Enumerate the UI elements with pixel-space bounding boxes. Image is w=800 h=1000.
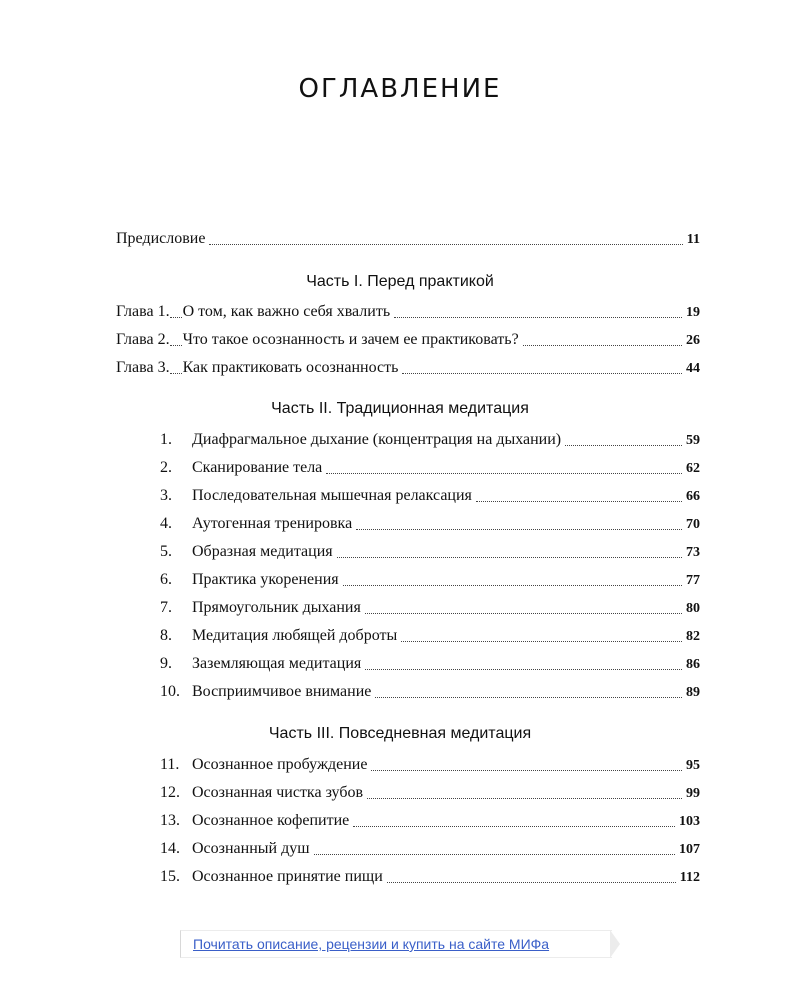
- toc-entry-item-13[interactable]: [0, 809, 700, 833]
- toc-page-number: 11: [686, 232, 700, 247]
- dot-leader: [170, 317, 182, 318]
- dot-leader: [375, 697, 682, 698]
- part-heading-2: Часть II. Традиционная медитация: [271, 400, 529, 417]
- toc-page-number: 26: [686, 333, 700, 348]
- chapter-number: Глава 3.: [116, 359, 170, 376]
- part-heading-1: Часть I. Перед практикой: [306, 273, 494, 290]
- dot-leader: [326, 473, 682, 474]
- dot-leader: [565, 445, 682, 446]
- toc-entry-label: Как практиковать осознанность: [182, 359, 399, 376]
- dot-leader: [394, 317, 682, 318]
- toc-entry-item-10[interactable]: [0, 680, 700, 704]
- toc-entry-item-6[interactable]: [0, 568, 700, 592]
- toc-page-number: 89: [686, 685, 700, 700]
- toc-entry-label: Прямоугольник дыхания: [192, 599, 361, 616]
- item-number: 10.: [160, 683, 180, 700]
- dot-leader: [170, 373, 182, 374]
- toc-page-number: 77: [686, 573, 700, 588]
- toc-entry-item-1[interactable]: [0, 428, 700, 452]
- toc-entry-chapter-2[interactable]: [0, 328, 700, 352]
- toc-entry-item-2[interactable]: [0, 456, 700, 480]
- toc-entry-label: Практика укоренения: [192, 571, 339, 588]
- page-title: ОГЛАВЛЕНИЕ: [298, 74, 502, 104]
- dot-leader: [367, 798, 682, 799]
- item-number: 4.: [160, 515, 172, 532]
- dot-leader: [170, 345, 182, 346]
- dot-leader: [314, 854, 675, 855]
- dot-leader: [387, 882, 676, 883]
- toc-entry-item-4[interactable]: [0, 512, 700, 536]
- item-number: 3.: [160, 487, 172, 504]
- toc-entry-label: Предисловие: [116, 230, 206, 247]
- item-number: 14.: [160, 840, 180, 857]
- item-number: 12.: [160, 784, 180, 801]
- toc-page-number: 86: [686, 657, 700, 672]
- toc-entry-item-3[interactable]: [0, 484, 700, 508]
- chapter-number: Глава 1.: [116, 303, 170, 320]
- toc-entry-label: О том, как важно себя хвалить: [182, 303, 391, 320]
- item-number: 13.: [160, 812, 180, 829]
- toc-entry-item-8[interactable]: [0, 624, 700, 648]
- dot-leader: [353, 826, 675, 827]
- item-number: 7.: [160, 599, 172, 616]
- footer-link-box: [180, 930, 612, 958]
- toc-entry-label: Сканирование тела: [192, 459, 323, 476]
- toc-entry-label: Медитация любящей доброты: [192, 627, 398, 644]
- toc-page-number: 103: [679, 814, 700, 829]
- dot-leader: [356, 529, 682, 530]
- dot-leader: [343, 585, 682, 586]
- toc-entry-chapter-3[interactable]: [0, 356, 700, 380]
- toc-page-number: 107: [679, 842, 700, 857]
- part-heading-3: Часть III. Повседневная медитация: [268, 725, 532, 742]
- dot-leader: [523, 345, 682, 346]
- toc-page-number: 70: [686, 517, 700, 532]
- toc-page-number: 95: [686, 758, 700, 773]
- toc-entry-item-15[interactable]: [0, 865, 700, 889]
- toc-entry-label: Заземляющая медитация: [192, 655, 362, 672]
- toc-page-number: 66: [686, 489, 700, 504]
- toc-entry-label: Осознанная чистка зубов: [192, 784, 364, 801]
- link-arrow-icon: [610, 930, 620, 958]
- dot-leader: [402, 373, 682, 374]
- item-number: 15.: [160, 868, 180, 885]
- chapter-number: Глава 2.: [116, 331, 170, 348]
- item-number: 1.: [160, 431, 172, 448]
- toc-entry-label: Диафрагмальное дыхание (концентрация на дыхании): [192, 431, 562, 448]
- mif-store-link[interactable]: Почитать описание, рецензии и купить на сайте МИФа: [193, 936, 550, 952]
- toc-entry-item-12[interactable]: [0, 781, 700, 805]
- dot-leader: [209, 244, 682, 245]
- item-number: 11.: [160, 756, 180, 773]
- toc-entry-label: Образная медитация: [192, 543, 333, 560]
- toc-entry-label: Осознанное принятие пищи: [192, 868, 383, 885]
- toc-entry-item-7[interactable]: [0, 596, 700, 620]
- item-number: 9.: [160, 655, 172, 672]
- toc-page-number: 80: [686, 601, 700, 616]
- item-number: 8.: [160, 627, 172, 644]
- dot-leader: [365, 669, 682, 670]
- toc-page-number: 44: [686, 361, 700, 376]
- toc-page-number: 112: [679, 870, 700, 885]
- toc-page-number: 62: [686, 461, 700, 476]
- dot-leader: [476, 501, 682, 502]
- toc-entry-chapter-1[interactable]: [0, 300, 700, 324]
- dot-leader: [365, 613, 682, 614]
- item-number: 6.: [160, 571, 172, 588]
- toc-entry-label: Аутогенная тренировка: [192, 515, 353, 532]
- toc-entry-item-9[interactable]: [0, 652, 700, 676]
- toc-entry-item-11[interactable]: [0, 753, 700, 777]
- toc-entry-label: Восприимчивое внимание: [192, 683, 372, 700]
- toc-entry-label: Последовательная мышечная релаксация: [192, 487, 472, 504]
- toc-entry-item-5[interactable]: [0, 540, 700, 564]
- toc-page-number: 82: [686, 629, 700, 644]
- item-number: 2.: [160, 459, 172, 476]
- toc-entry-label: Осознанный душ: [192, 840, 310, 857]
- toc-page-number: 99: [686, 786, 700, 801]
- toc-entry-item-14[interactable]: [0, 837, 700, 861]
- dot-leader: [337, 557, 682, 558]
- toc-entry-preface[interactable]: [0, 227, 700, 251]
- toc-entry-label: Осознанное пробуждение: [192, 756, 368, 773]
- toc-page-number: 59: [686, 433, 700, 448]
- item-number: 5.: [160, 543, 172, 560]
- toc-page-number: 19: [686, 305, 700, 320]
- toc-page-number: 73: [686, 545, 700, 560]
- dot-leader: [401, 641, 682, 642]
- dot-leader: [371, 770, 682, 771]
- toc-entry-label: Осознанное кофепитие: [192, 812, 350, 829]
- toc-entry-label: Что такое осознанность и зачем ее практиковать?: [182, 331, 519, 348]
